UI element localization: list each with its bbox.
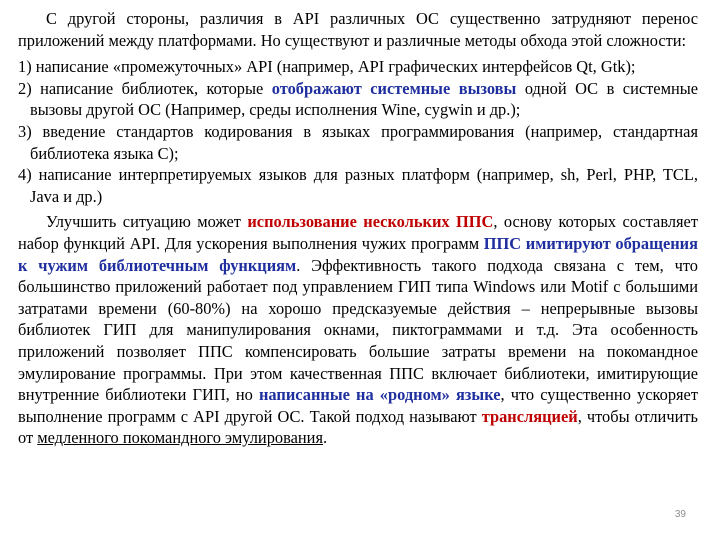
main-text-2: , основу которых составляет набор функций API. Для ускорения выполнения чужих программ [18,212,698,253]
slide-content [18,8,698,449]
highlight-multiple-pps: использование нескольких ППС [247,212,494,232]
main-text-4: , что существенно ускоряет выполнение программ с API другой ОС. Такой подход называют [18,385,698,426]
highlight-native-language: написанные на «родном» языке [258,385,501,405]
main-text-6: . [322,428,328,448]
methods-list [18,56,698,207]
list-item-text-end: одной ОС в системные вызовы другой ОС (Например, среды исполнения Wine, cygwin и др.); [30,78,698,120]
list-item [18,121,698,164]
intro-paragraph: С другой стороны, различия в API различных ОС существенно затрудняют перенос приложений между платформами. Но существуют и различные методы обхода этой сложности: [18,9,698,50]
highlight-pps-imitate: ППС имитируют обращения к чужим библиотечным функциям [18,233,698,275]
list-item-text-start: написание библиотек, которые [40,78,272,98]
list-item-number: 2) [18,78,32,98]
page-number: 39 [674,509,686,520]
list-item [18,78,698,121]
list-item-number: 4) [18,165,32,185]
list-item-text: написание «промежуточных» API (например, API графических интерфейсов Qt, Gtk); [35,57,636,77]
list-item-number: 3) [18,121,32,141]
underlined-slow-emulation: медленного покомандного эмулирования [37,428,323,448]
highlight-syscalls: отображают системные вызовы [271,78,517,98]
main-text-5: , чтобы отличить от [18,406,698,448]
highlight-translation: трансляцией [481,406,578,426]
main-text-1: Улучшить ситуацию может [46,212,248,232]
list-item-text: введение стандартов кодирования в языках программирования (например, стандартная библиотека языка C); [30,121,698,163]
list-item [18,164,698,207]
list-item-text: написание интерпретируемых языков для разных платформ (например, sh, Perl, PHP, TCL, Java и др.) [30,165,698,206]
list-item-number: 1) [18,57,32,77]
main-paragraph [18,211,698,449]
main-text-3: . Эффективность такого подхода связана с тем, что большинство приложений работает под управлением ГИП типа Windows или Motif с большими затратами времени (60-80%) на хорошо предсказуемые действия – непрерывные вызовы библиотек ГИП для манипулирования окнами, пиктограммами и т.д. Эта особенность приложений позволяет ППС компенсировать большие затраты времени на покомандное эмулирование программы. При этом качественная ППС включает библиотеки, имитирующие внутренние библиотеки ГИП, но [18,255,698,405]
list-item [18,56,698,78]
